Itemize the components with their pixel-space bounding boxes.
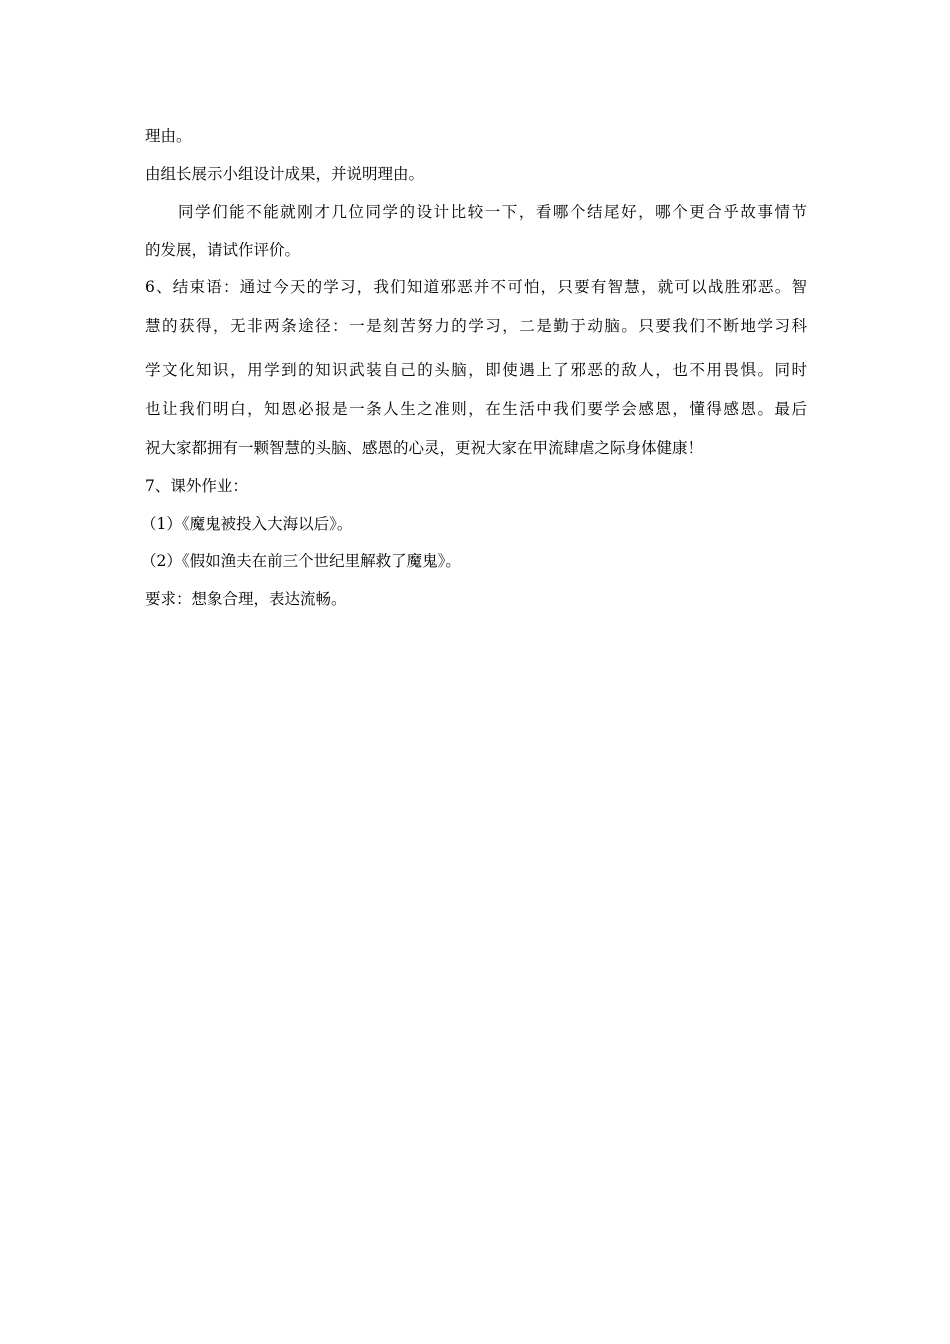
text-line-compare-designs: 同学们能不能就刚才几位同学的设计比较一下，看哪个结尾好，哪个更合乎故事情节	[178, 203, 807, 221]
text-line-conclusion-1: 6、结束语：通过今天的学习，我们知道邪恶并不可怕，只要有智慧，就可以战胜邪恶。智	[145, 278, 807, 296]
text-line-requirements: 要求：想象合理，表达流畅。	[145, 590, 347, 608]
text-line-reason-end: 理由。	[145, 127, 192, 145]
text-line-homework-heading: 7、课外作业：	[145, 477, 248, 495]
text-line-conclusion-5: 祝大家都拥有一颗智慧的头脑、感恩的心灵，更祝大家在甲流肆虐之际身体健康！	[145, 439, 704, 457]
text-line-conclusion-3: 学文化知识，用学到的知识武装自己的头脑，即使遇上了邪恶的敌人，也不用畏惧。同时	[145, 361, 807, 379]
text-line-group-leader: 由组长展示小组设计成果，并说明理由。	[145, 165, 425, 183]
text-line-homework-item-1: （1）《魔鬼被投入大海以后》。	[141, 515, 353, 533]
text-line-evaluate: 的发展，请试作评价。	[145, 241, 301, 259]
text-line-conclusion-4: 也让我们明白，知恩必报是一条人生之准则，在生活中我们要学会感恩，懂得感恩。最后	[145, 400, 807, 418]
text-line-homework-item-2: （2）《假如渔夫在前三个世纪里解救了魔鬼》。	[141, 552, 461, 570]
text-line-conclusion-2: 慧的获得，无非两条途径：一是刻苦努力的学习，二是勤于动脑。只要我们不断地学习科	[145, 317, 807, 335]
